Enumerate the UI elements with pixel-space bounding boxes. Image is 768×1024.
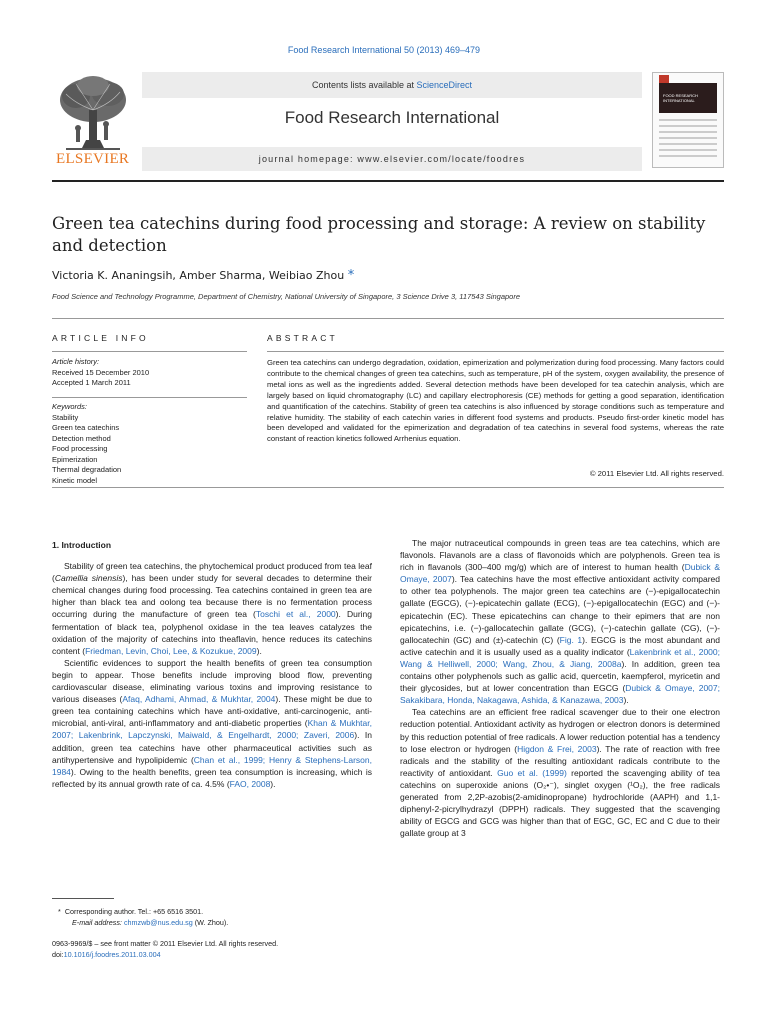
footnote-star: * — [58, 907, 61, 916]
citation-link[interactable]: Chan et al., 1999; Henry & Stephens-Larson, 1984 — [52, 754, 372, 777]
divider — [52, 351, 247, 352]
issn-line: 0963-9969/$ – see front matter © 2011 Elsevier Ltd. All rights reserved. — [52, 939, 279, 948]
corresponding-author-link[interactable]: * — [347, 268, 355, 283]
paragraph-text: Camellia sinensis — [54, 573, 123, 584]
paragraph-text: Tea catechins are an efficient free radical scavenger due to their one electron reduction potential. Antioxidant activity as hydrogen or electron donors is determined by this reduction potential of free radicals. A lower reduction potential has a tendency to lose electron or hydrogen ( — [400, 707, 720, 754]
citation-link[interactable]: Higdon & Frei, 2003 — [517, 743, 597, 754]
divider — [52, 487, 724, 488]
paragraph-text: Stability of green tea catechins, the phytochemical product produced from tea leaf ( — [52, 561, 372, 584]
citation-link[interactable]: Fig. 1 — [559, 634, 583, 645]
citation-link[interactable]: FAO, 2008 — [229, 778, 271, 789]
section-heading: 1. Introduction — [52, 540, 112, 550]
divider — [267, 351, 724, 352]
citation-link[interactable]: Friedman, Levin, Choi, Lee, & Kozukue, 2009 — [85, 645, 257, 656]
citation-link[interactable]: Toschi et al., 2000 — [255, 609, 336, 620]
keywords-list — [52, 413, 247, 487]
sciencedirect-link[interactable]: ScienceDirect — [416, 80, 473, 90]
elsevier-logo[interactable] — [52, 74, 132, 170]
body-paragraph — [400, 706, 720, 839]
body-column-right — [400, 537, 720, 839]
citation-link[interactable]: Dubick & Omaye, 2007 — [400, 562, 720, 585]
corresponding-text: Corresponding author. Tel.: +65 6516 3501. — [64, 907, 204, 916]
footnote-rule — [52, 898, 114, 899]
body-paragraph — [52, 560, 372, 657]
paragraph-text: Scientific evidences to support the health benefits of green tea consumption begin to appear. Those benefits include improving blood flow, preventing cardiovascular disease, eliminating various toxins and improving resistance to various diseases ( — [52, 657, 372, 705]
cover-lines — [659, 119, 717, 161]
paragraph-text: ). In addition, green tea catechins have other pharmaceutical activities such as antihypertensive and hypolipidemic ( — [52, 730, 372, 765]
journal-homepage[interactable]: journal homepage: www.elsevier.com/locate/foodres — [142, 147, 642, 171]
affiliation: Food Science and Technology Programme, Department of Chemistry, National University of Singapore, 3 Science Drive 3, 117543 Singapore — [52, 292, 521, 301]
keyword-item: Detection method — [52, 433, 111, 443]
paragraph-text: ). The rate of reaction with free radicals and the stability of the resulting antioxidant radicals contribute to the reactivity of antioxidant. — [400, 743, 721, 778]
paragraph-text: ). These might be due to green tea containing catechins which have anti-oxidative, anti-carcinogenic, anti-microbial, anti-viral, anti-inflammatory and anti-diabetic properties ( — [52, 694, 372, 729]
corresponding-author-note — [52, 907, 372, 918]
article-history — [52, 357, 247, 389]
divider — [52, 318, 724, 319]
paragraph-text: ). — [623, 695, 629, 706]
keywords-block — [52, 402, 247, 486]
paragraph-text: reported the scavenging ability of tea catechins on superoxide anions (O₂•⁻), singlet oxygen (¹O₂), the free radicals generated from 2,2P-azobis(2-amidinopropane) hydrochloride (AAPH) and 1,1-diphenyl-2-picrylhydrazyl (DPPH) radicals. They suggested that the scavenging ability of EGCG and GCG was higher than that of EGC, GC, EC and C due to their gallate group at 3 — [400, 767, 720, 839]
article-title: Green tea catechins during food processing and storage: A review on stability and detection — [52, 214, 706, 255]
contents-prefix: Contents lists available at — [311, 80, 417, 90]
doi-prefix: doi: — [52, 950, 64, 959]
cover-red-mark — [659, 75, 669, 83]
body-paragraph — [400, 537, 720, 706]
right-paragraphs — [400, 537, 720, 839]
keywords-label: Keywords: — [52, 402, 88, 411]
doi-line — [52, 949, 372, 960]
email-suffix: (W. Zhou). — [192, 917, 229, 927]
citation-link[interactable]: Dubick & Omaye, 2007; Sakakibara, Honda, Nakagawa, Ashida, & Kanazawa, 2003 — [400, 683, 720, 706]
keyword-item: Thermal degradation — [52, 465, 122, 474]
contents-bar — [142, 72, 642, 98]
email-link[interactable]: chmzwb@nus.edu.sg — [123, 917, 193, 927]
body-column-left — [52, 539, 372, 790]
journal-reference[interactable]: Food Research International 50 (2013) 469–479 — [287, 45, 481, 55]
masthead-center — [142, 72, 642, 172]
journal-cover-thumbnail[interactable] — [652, 72, 724, 168]
paragraph-text: ). During fermentation of black tea, polyphenol oxidase in the tea leaves catalyzes the oxidation of the majority of catechins into theaflavin, hence reduces its catechins content ( — [52, 609, 372, 656]
paragraph-text: ). — [256, 645, 262, 656]
cover-title-strip — [659, 83, 717, 113]
citation-link[interactable]: Lakenbrink et al., 2000; Wang & Helliwell, 2000; Wang, Zhou, & Jiang, 2008a — [400, 646, 720, 669]
keyword-item: Epimerization — [52, 454, 98, 464]
paragraph-text: ). Tea catechins have the most effective antioxidant activity compared to other tea polyphenols. The major green tea catechins are (−)-epigallocatechin gallate (EGCG), (−)-epicatechin gallate (ECG), (−)-epigallocatechin (EGC) and (−)-epicatechin (EC). These epicatechins can change to their epimers that are non epicatechins, i.e. (−)-gallocatechin gallate (GCG), (−)-catechin gallate (CG), (−)-gallocatechin (GC) and (±)-catechin (C) ( — [400, 574, 721, 645]
doi-link[interactable]: 10.1016/j.foodres.2011.03.004 — [63, 950, 161, 959]
left-paragraphs — [52, 560, 372, 790]
email-note — [52, 918, 372, 929]
paragraph-text: ). — [270, 778, 276, 789]
received-date: Received 15 December 2010 — [52, 367, 150, 377]
paragraph-text: ). In addition, green tea contains other polyphenols such as gallic acid, quercetin, kaempferol, myricetin and their glycosides, but at lower concentration than EGCG ( — [400, 658, 721, 694]
masthead-rule — [52, 180, 724, 182]
body-paragraph — [52, 657, 372, 790]
keyword-item: Kinetic model — [52, 475, 98, 485]
citation-link[interactable]: Afaq, Adhami, Ahmad, & Mukhtar, 2004 — [122, 694, 276, 705]
authors-text: Victoria K. Ananingsih, Amber Sharma, Weibiao Zhou — [52, 269, 345, 282]
keyword-item: Stability — [52, 412, 79, 422]
journal-title: Food Research International — [284, 108, 500, 127]
abstract-text: Green tea catechins can undergo degradation, oxidation, epimerization and polymerization during food processing. Many factors could contribute to the chemical changes of green tea catechins, such as temperature, pH of the system, oxygen availability, the presence of metal ions as well as the ingredients added. Several detection methods have been developed for tea catechin analysis, which are largely based on liquid chromatography (LC) and capillary electrophoresis (CE) methods for getting a good separation, identification and quantification of the catechins. Stability of green tea catechins is also influenced by storage conditions such as temperature and relative humidity. The stability of each catechin varies in different food systems and products. Pseudo first-order kinetic model has been developed and validated for the epimerization and degradation of tea catechins in several food systems, whereas the rate constant of reaction kinetics followed Arrhenius equation. — [267, 358, 724, 444]
history-label: Article history: — [52, 357, 100, 366]
article-info-heading: ARTICLE INFO — [52, 333, 149, 343]
elsevier-tree-icon — [56, 74, 130, 150]
email-label: E-mail address: — [72, 917, 122, 927]
citation-link[interactable]: Guo et al. (1999) — [497, 767, 567, 778]
masthead — [52, 72, 724, 175]
paragraph-text: ). Owing to the health benefits, green tea consumption is increasing, which is reflected by its annual growth rate of ca. 4.5% ( — [52, 766, 372, 789]
front-matter — [52, 938, 372, 960]
accepted-date: Accepted 1 March 2011 — [52, 378, 131, 387]
paragraph-text: ), has been under study for several decades to determine their chemical changes during food processing. Tea catechins contained in green tea are higher than black tea and oolong tea because there is no fermentation process occurring during the manufacture of green tea ( — [52, 573, 372, 620]
author-list — [52, 268, 354, 283]
elsevier-wordmark: ELSEVIER — [56, 151, 130, 167]
cover-title: FOOD RESEARCH INTERNATIONAL — [663, 93, 698, 103]
keyword-item: Food processing — [52, 444, 108, 453]
abstract-heading: ABSTRACT — [267, 333, 338, 343]
keyword-item: Green tea catechins — [52, 423, 120, 432]
divider — [52, 397, 247, 398]
paragraph-text: ). EGCG is the most abundant and active catechin and it is usually used as a quality indicator ( — [400, 634, 720, 657]
abstract-copyright: © 2011 Elsevier Ltd. All rights reserved. — [589, 469, 724, 478]
paragraph-text: The major nutraceutical compounds in green teas are tea catechins, which are flavonols. Flavanols are a class of flavonoids which are polyphenols. Green tea is rich in flavanols (300–400 mg/g) which are of interest to human health ( — [400, 538, 720, 573]
citation-link[interactable]: Khan & Mukhtar, 2007; Lakenbrink, Lapczynski, Maiwald, & Engelhardt, 2000; Zaveri, 2006 — [52, 718, 372, 741]
footnote — [52, 907, 372, 928]
